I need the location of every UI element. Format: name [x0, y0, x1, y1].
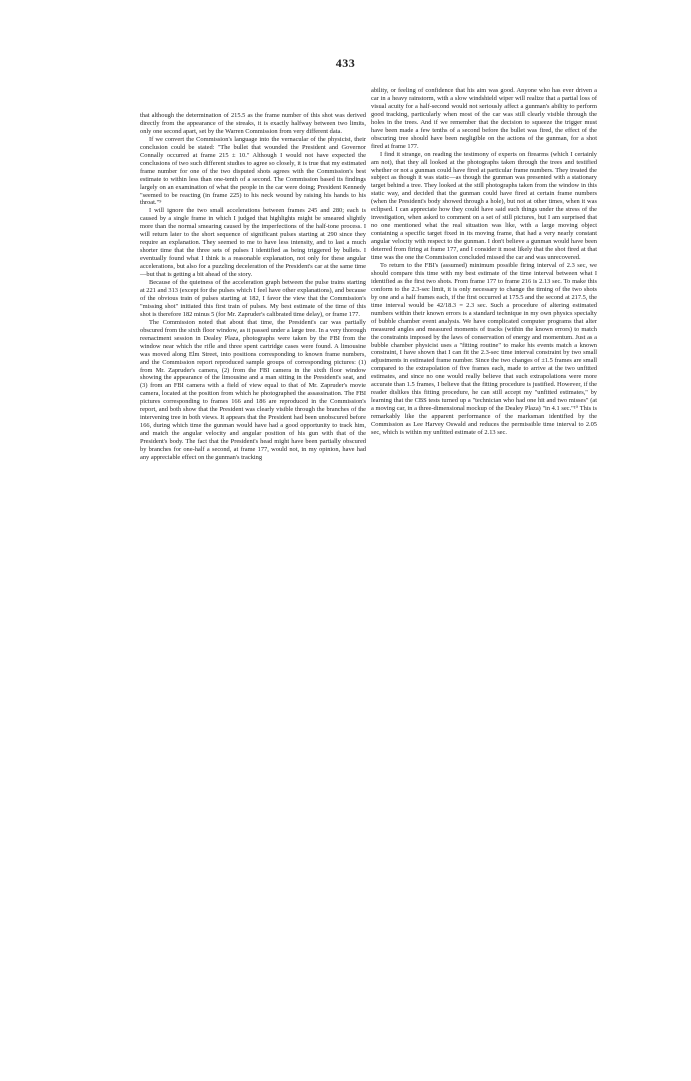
right-text-column: [371, 87, 597, 437]
page-number: 433: [335, 56, 356, 70]
paragraph: Because of the quietness of the acceleration graph between the pulse trains starting at 221 and 313 (except for the pulses which I feel have other explanations), and because of the obvious train of pulses starting at 182, I favor the view that the Commission's "missing shot" initiated this first train of pulses. My best estimate of the time of this shot is therefore 182 minus 5 (for Mr. Zapruder's calibrated time delay), or frame 177.: [140, 279, 366, 318]
left-text-column: [140, 112, 366, 462]
paragraph: If we convert the Commission's language into the vernacular of the physicist, their conclusion could be stated: "The bullet that wounded the President and Governor Connally occurred at frame 215 ± 10." Although I would not have expected the conclusions of two such different studies to agree so closely, it is true that my estimated frame number for one of the two disputed shots agrees with the Commission's best estimate to within less than one-tenth of a second. The Commission based its findings largely on an examination of what the people in the car were doing; President Kennedy "seemed to be reacting (in frame 225) to his neck wound by raising his hands to his throat."⁹: [140, 135, 366, 207]
paragraph: ability, or feeling of confidence that his aim was good. Anyone who has ever driven a car in a heavy rainstorm, with a slow windshield wiper will realize that a partial loss of visual acuity for a half-second would not seriously affect a gunman's ability to perform good tracking, particularly when most of the car was still clearly visible through the holes in the trees. And if we remember that the decision to squeeze the trigger must have been made a few tenths of a second before the bullet was fired, the effect of the obscuring tree should have been negligible on the actions of the gunman, for a shot fired at frame 177.: [371, 87, 597, 150]
paragraph: that although the determination of 215.5 as the frame number of this shot was derived directly from the appearance of the streaks, it is exactly halfway between two limits, only one second apart, set by the Warren Commission from very different data.: [140, 112, 366, 135]
paragraph: The Commission noted that about that time, the President's car was partially obscured from the sixth floor window, as it passed under a large tree. In a very thorough reenactment session in Dealey Plaza, photographs were taken by the FBI from the window near which the rifle and three spent cartridge cases were found. A limousine was moved along Elm Street, into positions corresponding to known frame numbers, and the Commission report reproduced sample groups of corresponding pictures: (1) from Mr. Zapruder's camera, (2) from the FBI camera in the sixth floor window showing the appearance of the limousine and a man sitting in the President's seat, and (3) from an FBI camera with a field of view equal to that of Mr. Zapruder's movie camera, located at the position from which he photographed the assassination. The FBI pictures corresponding to frames 166 and 186 are reproduced in the Commission's report, and both show that the President was clearly visible through the branches of the intervening tree in both views. It appears that the President had been unobscured before 166, during which time the gunman would have had a good opportunity to track him, and match the angular velocity and angular position of his gun with that of the President's body. The fact that the President's head might have been partially obscured by branches for one-half a second, at frame 177, would not, in my opinion, have had any appreciable effect on the gunman's tracking: [140, 318, 366, 461]
paragraph: I will ignore the two small accelerations between frames 245 and 280; each is caused by a single frame in which I judged that highlights might be smeared slightly more than the normal smearing caused by the imperfections of the half-tone process. I will return later to the short sequence of significant pulses starting at 290 since they require an explanation. They seemed to me to have less intensity, and to last a much shorter time that the three sets of pulses I identified as being triggered by bullets. I eventually found what I think is a reasonable explanation, not only for these angular accelerations, but also for a puzzling deceleration of the President's car at the same time—but that is getting a bit ahead of the story.: [140, 207, 366, 279]
paragraph: I find it strange, on reading the testimony of experts on firearms (which I certainly am not), that they all looked at the photographs taken through the trees and testified whether or not a gunman could have fired at particular frame numbers. They treated the subject as though it was static—as though the gunman was presented with a stationary target behind a tree. They looked at the still photographs taken from the window in this static way, and decided that the gunman could have fired at certain frame numbers (when the President's body showed through a hole), but not at other times, when it was eclipsed. I can appreciate how they could have said such things under the stress of the investigation, when asked to comment on a set of still pictures, but I am surprised that no one mentioned what the real situation was like, with a large moving object containing a specific target fixed in its moving frame, that had a very nearly constant angular velocity with respect to the gunman. I don't believe a gunman would have been deterred from firing at frame 177, and I consider it most likely that the shot fired at that time was the one the Commission concluded missed the car and was unrecovered.: [371, 150, 597, 262]
paragraph: To return to the FBI's (assumed) minimum possible firing interval of 2.3 sec, we should compare this time with my best estimate of the time interval between what I identified as the first two shots. From frame 177 to frame 216 is 2.13 sec. To make this conform to the 2.3-sec limit, it is only necessary to change the timing of the two shots by one and a half frames each, if the first occurred at 175.5 and the second at 217.5, the time interval would be 42/18.3 = 2.3 sec. Such a procedure of altering estimated numbers within their known errors is a standard technique in my own physics specialty of bubble chamber event analysis. We have complicated computer programs that alter measured angles and measured moments of tracks (within the known errors) to match the constraints imposed by the laws of conservation of energy and momentum. Just as a bubble chamber physicist uses a "fitting routine" to make his events match a known constraint, I have shown that I can fit the 2.3-sec time interval constraint by two small adjustments in estimated frame number. Since the two changes of ±1.5 frames are small compared to the extrapolation of five frames each, made to arrive at the two unfitted estimates, and since no one would really believe that such extrapolations were more accurate than 1.5 frames, I believe that the fitting procedure is justified. However, if the reader dislikes this fitting procedure, he can still accept my "unfitted estimates," by learning that the CBS tests turned up a "technician who had one hit and two misses" (at a moving car, in a three-dimensional mockup of the Dealey Plaza) "in 4.1 sec."¹⁰ This is remarkably like the apparent performance of the marksman identified by the Commission as Lee Harvey Oswald and reduces the permissible time interval to 2.05 sec, which is within my unfitted estimate of 2.13 sec.: [371, 261, 597, 436]
